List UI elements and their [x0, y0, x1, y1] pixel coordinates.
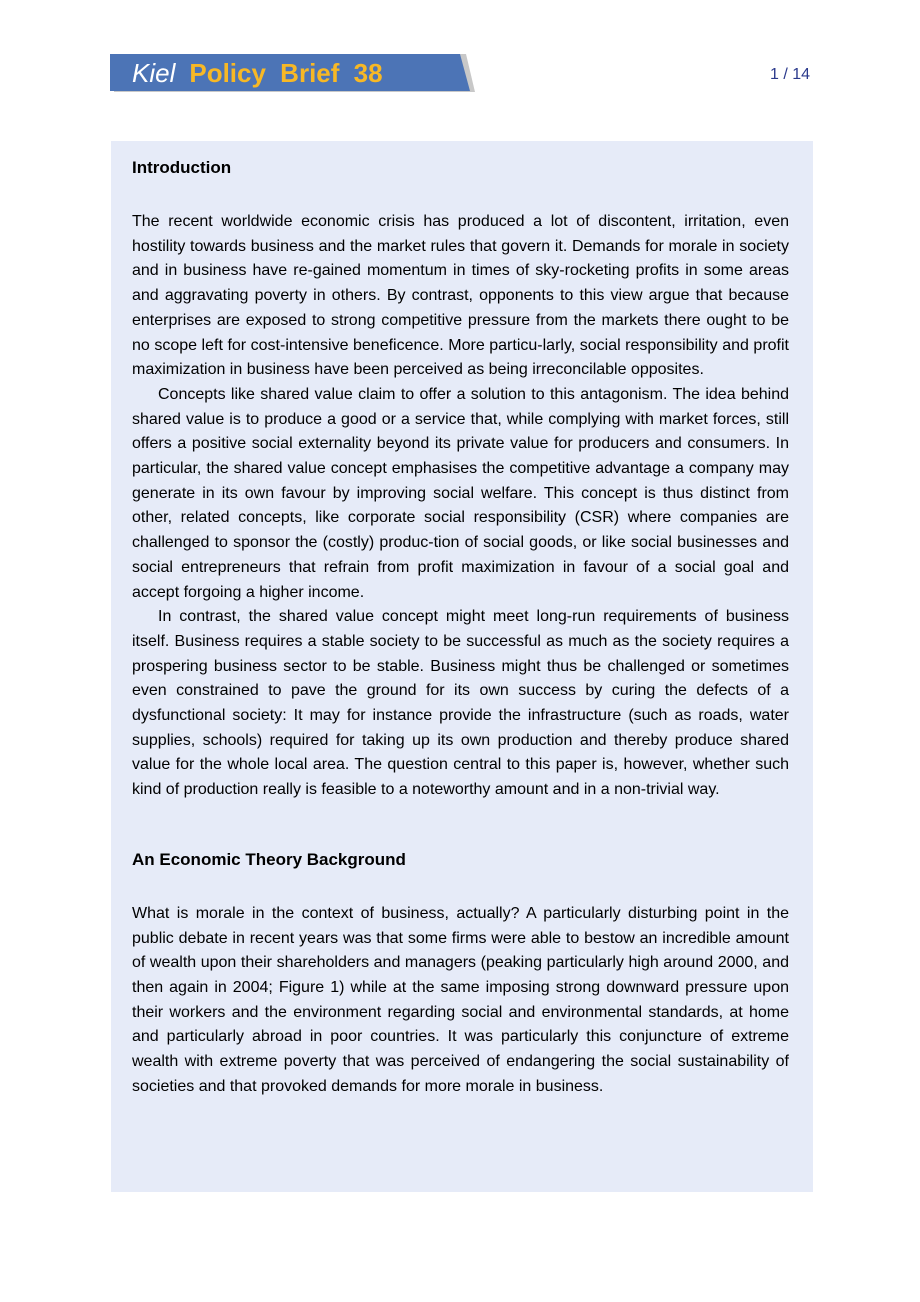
paragraph: Concepts like shared value claim to offer a solution to this antagonism. The idea behind shared value is to produce a good or a service that, while complying with market forces, still offers a positive social externality beyond its private value for producers and consumers. In particular, the shared value concept emphasises the competitive advantage a company may generate in its own favour by improving social welfare. This concept is thus distinct from other, related concepts, like corporate social responsibility (CSR) where companies are challenged to sponsor the (costly) produc-tion of social goods, or like social businesses and social entrepreneurs that refrain from profit maximization in favour of a social goal and accept forgoing a higher income. [132, 385, 789, 601]
page-indicator: 1 / 14 [769, 66, 810, 83]
content-box [111, 141, 813, 1192]
paragraph: What is morale in the context of business, actually? A particularly disturbing point in the public debate in recent years was that some firms were able to bestow an incredible amount of wealth upon their shareholders and managers (peaking particularly high around 2000, and then again in 2004; Figure 1) while at the same imposing strong downward pressure upon their workers and the environment regarding social and environmental standards, at home and particularly abroad in poor countries. It was particularly this conjuncture of extreme wealth with extreme poverty that was perceived of endangering the social sustainability of societies and that provoked demands for more morale in business. [132, 904, 789, 1095]
header-banner [110, 54, 475, 92]
brand-name: Kiel [132, 58, 176, 88]
section-heading-introduction: Introduction [132, 158, 232, 177]
series-title: Policy Brief 38 [189, 58, 383, 88]
banner-title [132, 56, 383, 90]
paragraph: The recent worldwide economic crisis has produced a lot of discontent, irritation, even hostility towards business and the market rules that govern it. Demands for morale in society and in business have re-gained momentum in times of sky-rocketing profits in some areas and aggravating poverty in others. By contrast, opponents to this view argue that because enterprises are exposed to strong competitive pressure from the markets there ought to be no scope left for cost-intensive beneficence. More particu-larly, social responsibility and profit maximization in business have been perceived as being irreconcilable opposites. [132, 213, 789, 379]
section-heading-economic-theory: An Economic Theory Background [132, 849, 406, 869]
paragraph: In contrast, the shared value concept might meet long-run requirements of business itself. Business requires a stable society to be successful as much as the society requires a prospering business sector to be stable. Business might thus be challenged or sometimes even constrained to pave the ground for its own success by curing the defects of a dysfunctional society: It may for instance provide the infrastructure (such as roads, water supplies, schools) required for taking up its own production and thereby produce shared value for the whole local area. The question central to this paper is, however, whether such kind of production really is feasible to a noteworthy amount and in a non-trivial way. [132, 608, 789, 799]
